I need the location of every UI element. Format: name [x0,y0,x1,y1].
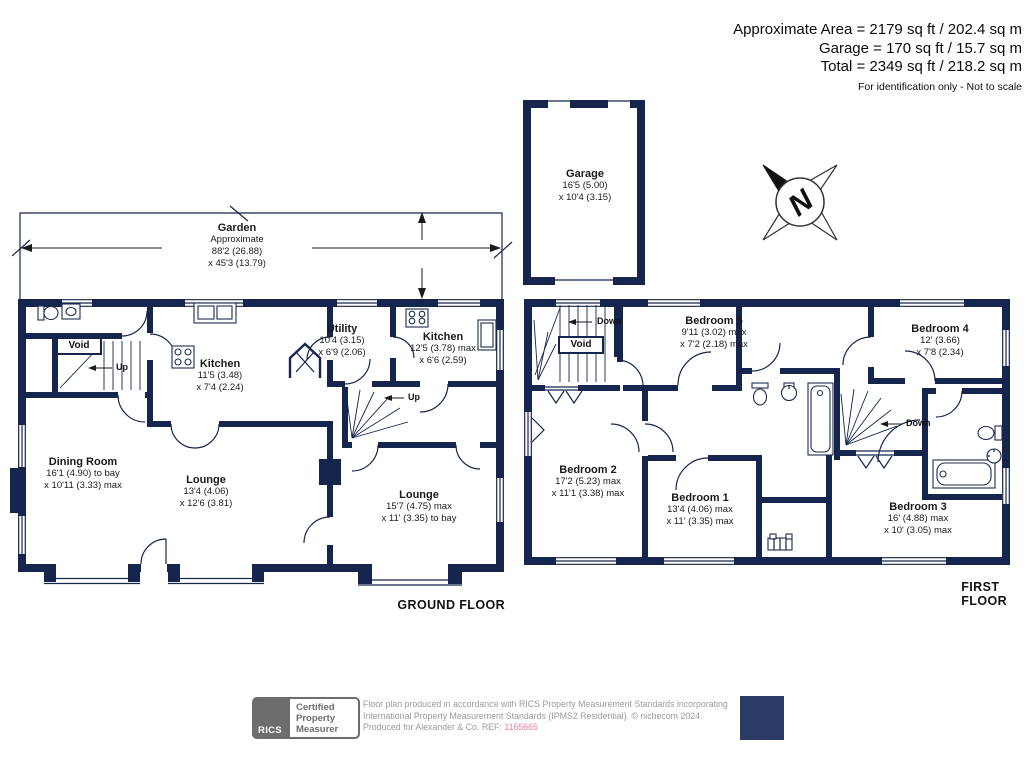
certified-property-measurer-badge [288,697,360,739]
gf-up-label-1: Up [116,362,128,372]
room-label-bedroom-2: Bedroom 2 17'2 (5.23) max x 11'1 (3.38) max [551,464,625,499]
gf-up-label-2: Up [408,392,420,402]
ff-radiator-icon [768,534,792,550]
room-label-utility: Utility 10'4 (3.15) x 6'9 (2.06) [318,323,366,358]
room-label-bedroom-5: Bedroom 5 9'11 (3.02) max x 7'2 (2.18) max [680,315,748,350]
garage-area-line: Garage = 170 sq ft / 15.7 sq m [818,39,1022,57]
gf-wc-toilet-icon [38,306,58,320]
cert-line-3: Measurer [296,723,339,735]
room-label-garden: Garden Approximate 88'2 (26.88) x 45'3 (13.79) [208,222,266,269]
ff-down-label-2: Down [906,418,931,428]
alexander-co-logo [740,696,784,740]
compass-north-letter: N [782,183,820,223]
room-label-lounge-2: Lounge 15'7 (4.75) max x 11' (3.35) to bay [381,489,457,524]
gf-bay-windows [44,539,462,585]
gf-stairs-spiral [346,390,408,438]
ff-bathroom2-sink-icon [987,449,1001,463]
room-label-dining-room: Dining Room 16'1 (4.90) to bay x 10'11 (3.33) max [44,456,122,491]
approximate-area-line: Approximate Area = 2179 sq ft / 202.4 sq m [733,21,1022,38]
rics-badge [252,697,288,739]
gf-void-label: Void [56,337,102,355]
ff-bath-icon [933,460,995,488]
compass-icon [763,165,837,240]
ground-floor-label: GROUND FLOOR [397,598,505,612]
gf-kitchen-hob-icon [172,346,194,368]
ff-down-label-1: Down [597,316,622,326]
disclaimer-line-2: International Property Measurement Standards (IPMS2 Residential). © nichecom 2024. [363,710,703,721]
ff-door-arcs [611,337,962,490]
gf-kitchen2-unit-icon [478,320,496,350]
gf-kitchen-sink-icon [194,303,236,323]
rics-label: RICS [258,725,282,736]
cert-line-1: Certified [296,701,335,713]
room-label-lounge-1: Lounge 13'4 (4.06) x 12'6 (3.81) [179,474,233,509]
disclaimer-line-1: Floor plan produced in accordance with RICS Property Measurement Standards incorporating [363,699,728,709]
room-label-bedroom-1: Bedroom 1 13'4 (4.06) max x 11' (3.35) max [666,492,734,527]
room-label-kitchen-2: Kitchen 12'5 (3.78) max x 6'6 (2.59) [410,331,476,366]
gf-entrance-door [290,344,320,378]
room-label-kitchen-1: Kitchen 11'5 (3.48) x 7'4 (2.24) [196,358,244,393]
gf-wc-sink-icon [62,304,80,319]
room-label-garage: Garage 16'5 (5.00) x 10'4 (3.15) [558,168,612,203]
first-floor-label: FIRST FLOOR [961,580,1007,608]
disclaimer-line-3: Produced for Alexander & Co. REF: 1165665 [363,722,538,732]
room-label-bedroom-4: Bedroom 4 12' (3.66) x 7'8 (2.34) [911,323,969,358]
ff-bathroom-sink-icon [782,383,797,401]
ff-stairs-spiral [841,389,902,445]
room-label-bedroom-3: Bedroom 3 16' (4.88) max x 10' (3.05) max [884,501,952,536]
ff-bathroom2-toilet-icon [978,426,1002,440]
cert-line-2: Property [296,712,336,724]
total-area-line: Total = 2349 sq ft / 218.2 sq m [820,58,1022,75]
identification-note: For identification only - Not to scale [858,80,1022,93]
ff-shower-icon [808,383,833,455]
disclaimer-text [363,699,728,734]
reference-number: 1165665 [504,722,538,732]
ff-void-label: Void [558,336,604,354]
ff-bathroom-toilet-icon [752,383,768,405]
area-summary [733,21,1022,93]
gf-kitchen2-hob-icon [406,309,428,327]
